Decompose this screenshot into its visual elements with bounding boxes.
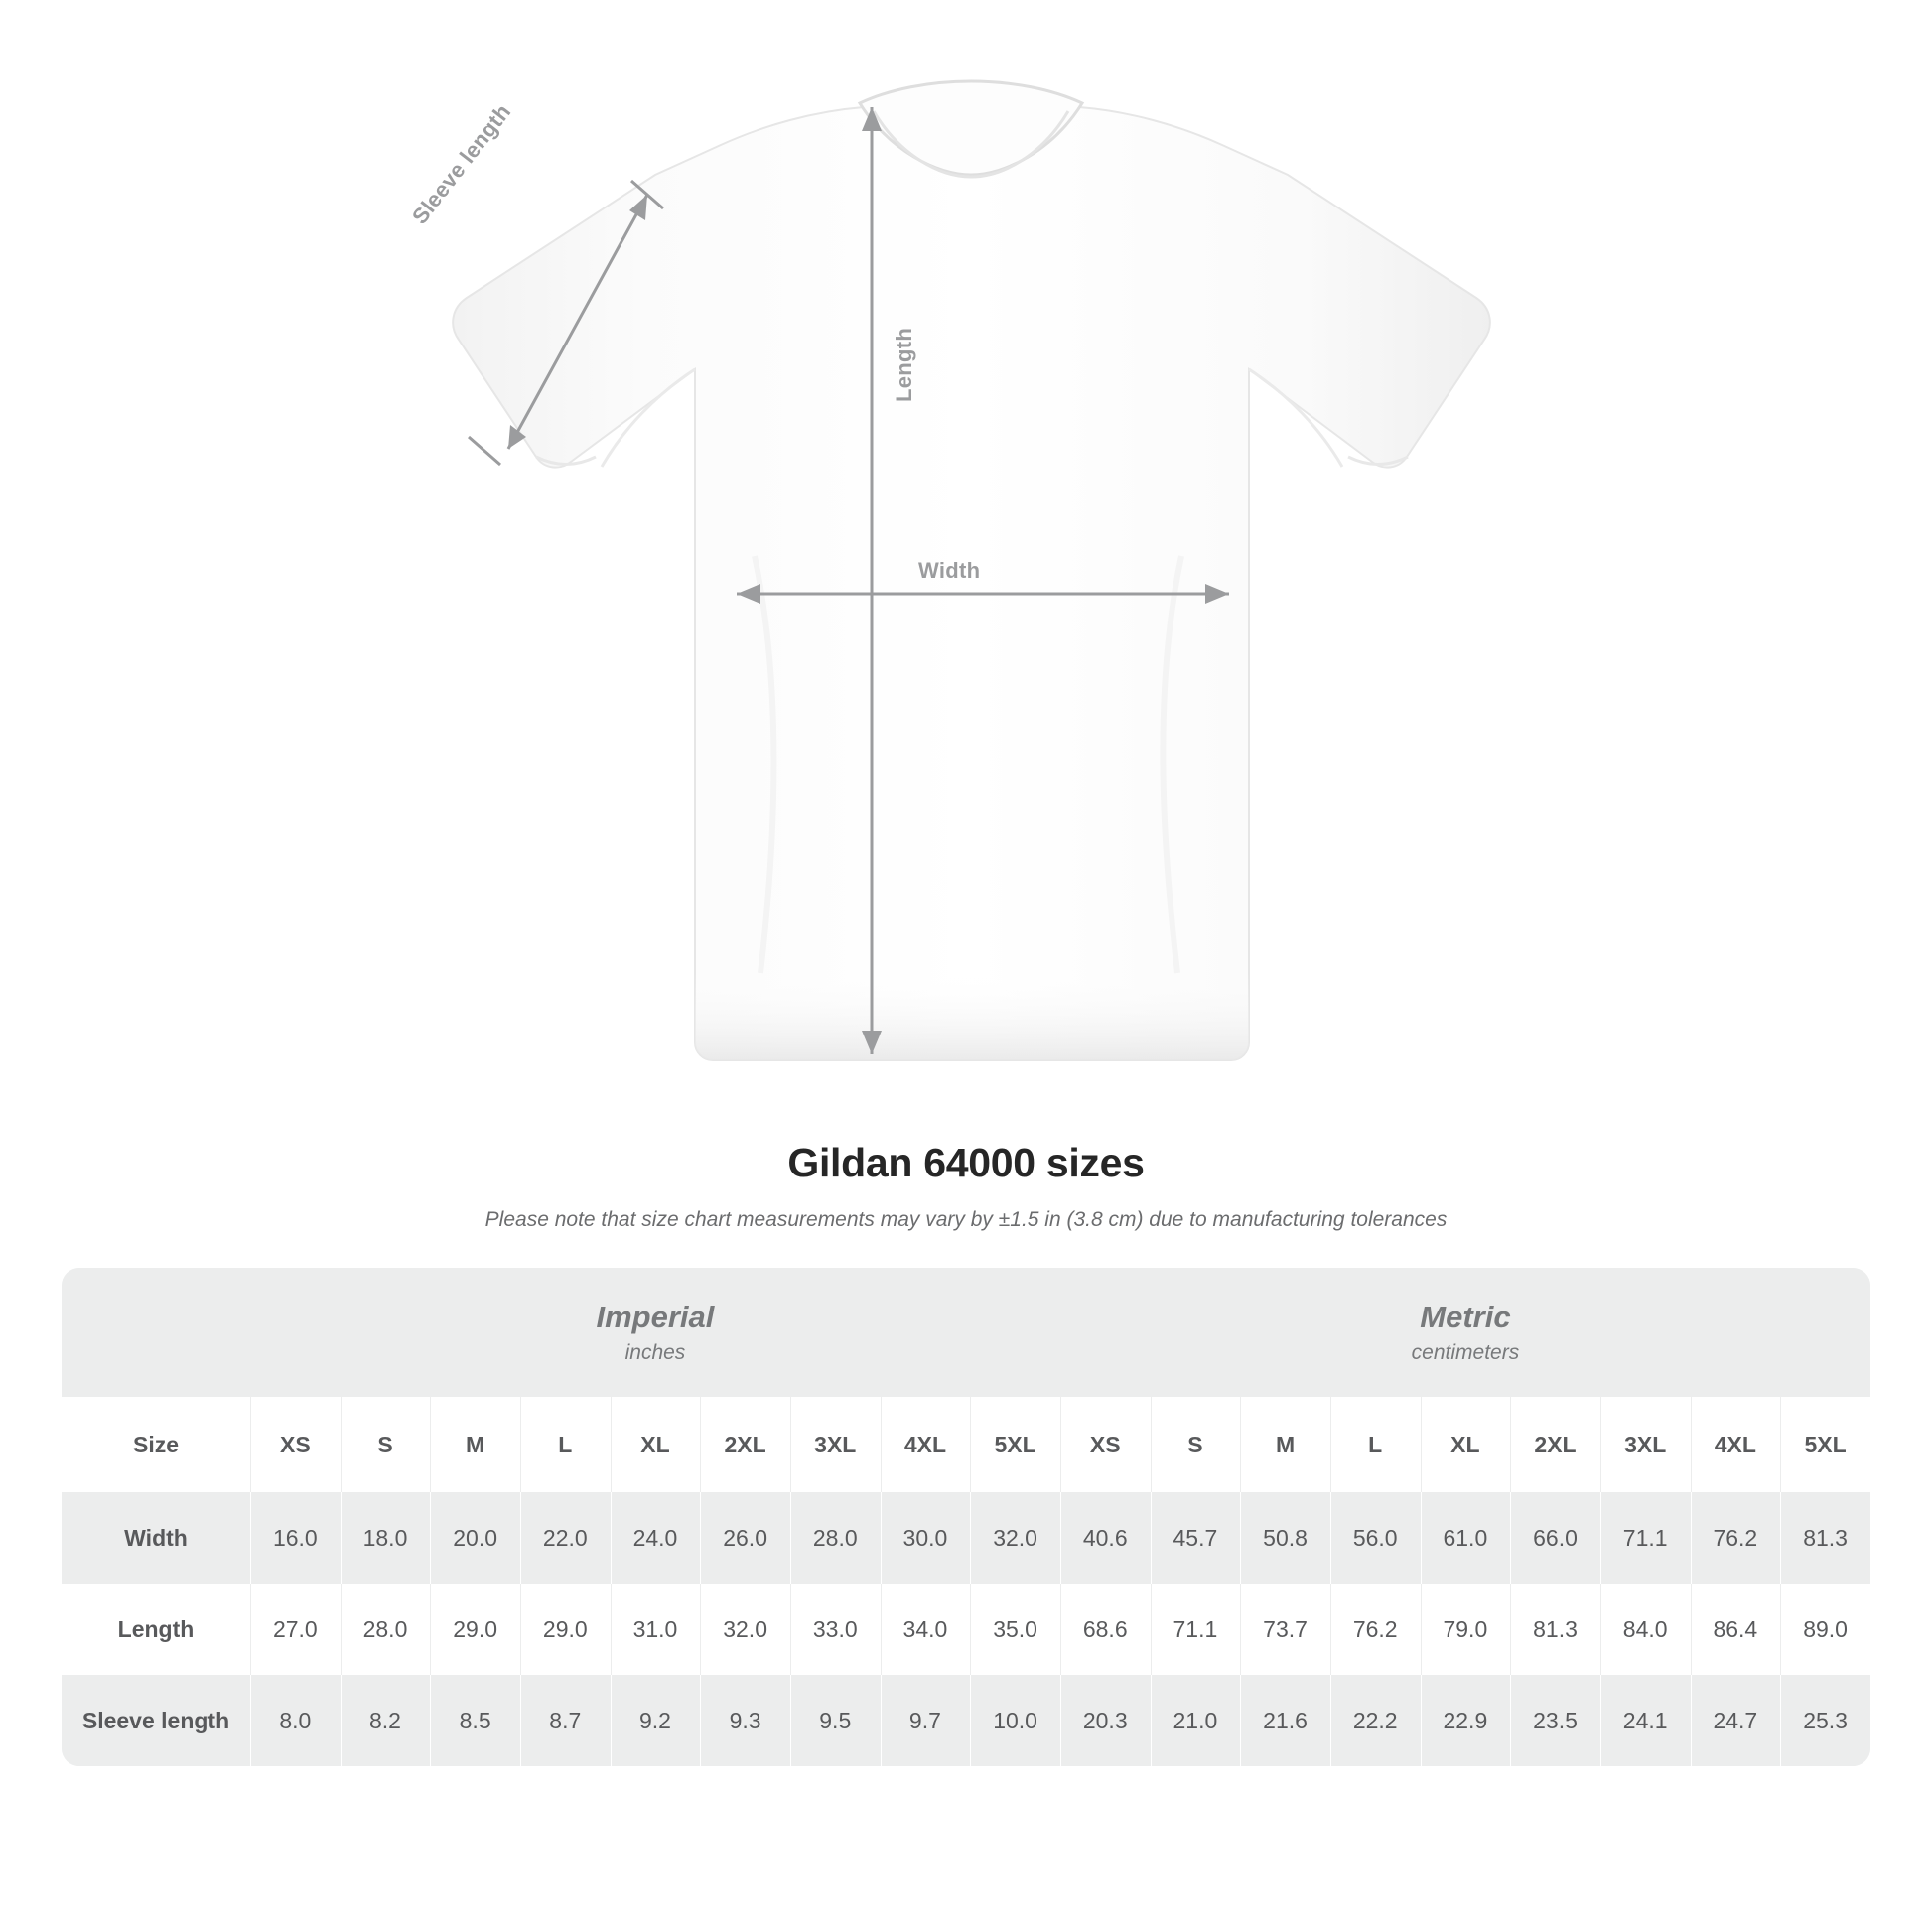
size-header-imperial-m: M xyxy=(430,1397,520,1492)
size-header-imperial-xs: XS xyxy=(250,1397,341,1492)
cell-width-metric-4xl: 76.2 xyxy=(1691,1492,1781,1584)
page-title: Gildan 64000 sizes xyxy=(787,1140,1145,1185)
unit-header-imperial xyxy=(250,1268,1060,1397)
sleeve-tick-bottom xyxy=(469,437,500,465)
cell-sleeve-imperial-2xl: 9.3 xyxy=(700,1675,790,1766)
cell-length-imperial-4xl: 34.0 xyxy=(881,1584,971,1675)
cell-length-metric-m: 73.7 xyxy=(1240,1584,1330,1675)
cell-width-imperial-4xl: 30.0 xyxy=(881,1492,971,1584)
cell-length-imperial-l: 29.0 xyxy=(520,1584,611,1675)
size-header-imperial-5xl: 5XL xyxy=(970,1397,1060,1492)
cell-length-metric-3xl: 84.0 xyxy=(1600,1584,1691,1675)
size-header-imperial-4xl: 4XL xyxy=(881,1397,971,1492)
cell-sleeve-metric-3xl: 24.1 xyxy=(1600,1675,1691,1766)
unit-header-row xyxy=(62,1268,1870,1397)
cell-width-imperial-xs: 16.0 xyxy=(250,1492,341,1584)
size-header-metric-xl: XL xyxy=(1421,1397,1511,1492)
size-header-label: Size xyxy=(62,1397,250,1492)
cell-width-metric-m: 50.8 xyxy=(1240,1492,1330,1584)
length-label: Length xyxy=(892,327,916,402)
title-block xyxy=(0,1140,1932,1232)
shirt-body xyxy=(453,107,1490,1060)
cell-sleeve-imperial-3xl: 9.5 xyxy=(790,1675,881,1766)
row-label-width: Width xyxy=(62,1492,250,1584)
cell-sleeve-metric-xs: 20.3 xyxy=(1060,1675,1151,1766)
size-table-container xyxy=(62,1268,1870,1766)
size-header-imperial-xl: XL xyxy=(611,1397,701,1492)
cell-length-imperial-m: 29.0 xyxy=(430,1584,520,1675)
cell-length-metric-xs: 68.6 xyxy=(1060,1584,1151,1675)
table-row-sleeve-length xyxy=(62,1675,1870,1766)
cell-sleeve-imperial-5xl: 10.0 xyxy=(970,1675,1060,1766)
cell-width-imperial-l: 22.0 xyxy=(520,1492,611,1584)
unit-sub-metric: centimeters xyxy=(1411,1340,1520,1364)
cell-width-imperial-5xl: 32.0 xyxy=(970,1492,1060,1584)
cell-width-imperial-2xl: 26.0 xyxy=(700,1492,790,1584)
cell-sleeve-imperial-m: 8.5 xyxy=(430,1675,520,1766)
size-header-metric-xs: XS xyxy=(1060,1397,1151,1492)
cell-width-metric-2xl: 66.0 xyxy=(1510,1492,1600,1584)
cell-length-metric-xl: 79.0 xyxy=(1421,1584,1511,1675)
cell-width-metric-xl: 61.0 xyxy=(1421,1492,1511,1584)
cell-sleeve-imperial-xs: 8.0 xyxy=(250,1675,341,1766)
size-header-metric-5xl: 5XL xyxy=(1780,1397,1870,1492)
size-header-imperial-s: S xyxy=(341,1397,431,1492)
unit-header-spacer xyxy=(62,1268,250,1397)
cell-sleeve-metric-m: 21.6 xyxy=(1240,1675,1330,1766)
cell-sleeve-metric-4xl: 24.7 xyxy=(1691,1675,1781,1766)
cell-length-metric-l: 76.2 xyxy=(1330,1584,1421,1675)
cell-width-imperial-m: 20.0 xyxy=(430,1492,520,1584)
table-row-length xyxy=(62,1584,1870,1675)
cell-sleeve-metric-5xl: 25.3 xyxy=(1780,1675,1870,1766)
cell-length-metric-s: 71.1 xyxy=(1151,1584,1241,1675)
cell-sleeve-imperial-l: 8.7 xyxy=(520,1675,611,1766)
unit-header-metric xyxy=(1060,1268,1870,1397)
cell-sleeve-imperial-xl: 9.2 xyxy=(611,1675,701,1766)
cell-sleeve-metric-l: 22.2 xyxy=(1330,1675,1421,1766)
cell-sleeve-imperial-4xl: 9.7 xyxy=(881,1675,971,1766)
cell-length-imperial-3xl: 33.0 xyxy=(790,1584,881,1675)
size-header-metric-3xl: 3XL xyxy=(1600,1397,1691,1492)
cell-width-metric-s: 45.7 xyxy=(1151,1492,1241,1584)
width-label: Width xyxy=(918,558,981,583)
shirt-hem-shading xyxy=(695,973,1249,1060)
cell-width-metric-xs: 40.6 xyxy=(1060,1492,1151,1584)
cell-length-imperial-5xl: 35.0 xyxy=(970,1584,1060,1675)
size-header-imperial-3xl: 3XL xyxy=(790,1397,881,1492)
cell-length-imperial-2xl: 32.0 xyxy=(700,1584,790,1675)
cell-length-imperial-xs: 27.0 xyxy=(250,1584,341,1675)
row-label-length: Length xyxy=(62,1584,250,1675)
cell-length-metric-5xl: 89.0 xyxy=(1780,1584,1870,1675)
size-header-imperial-2xl: 2XL xyxy=(700,1397,790,1492)
size-header-imperial-l: L xyxy=(520,1397,611,1492)
cell-width-metric-3xl: 71.1 xyxy=(1600,1492,1691,1584)
unit-name-metric: Metric xyxy=(1420,1300,1511,1335)
row-label-sleeve-length: Sleeve length xyxy=(62,1675,250,1766)
size-header-metric-m: M xyxy=(1240,1397,1330,1492)
cell-length-imperial-s: 28.0 xyxy=(341,1584,431,1675)
table-row-width xyxy=(62,1492,1870,1584)
size-header-metric-s: S xyxy=(1151,1397,1241,1492)
sleeve-length-label: Sleeve length xyxy=(407,99,516,229)
cell-width-metric-l: 56.0 xyxy=(1330,1492,1421,1584)
unit-name-imperial: Imperial xyxy=(596,1300,715,1335)
cell-sleeve-metric-2xl: 23.5 xyxy=(1510,1675,1600,1766)
cell-sleeve-metric-xl: 22.9 xyxy=(1421,1675,1511,1766)
cell-sleeve-imperial-s: 8.2 xyxy=(341,1675,431,1766)
tolerance-note: Please note that size chart measurements may vary by ±1.5 in (3.8 cm) due to manufacturing tolerances xyxy=(484,1208,1448,1231)
cell-width-imperial-3xl: 28.0 xyxy=(790,1492,881,1584)
size-header-metric-2xl: 2XL xyxy=(1510,1397,1600,1492)
cell-sleeve-metric-s: 21.0 xyxy=(1151,1675,1241,1766)
size-table xyxy=(62,1268,1870,1766)
cell-width-metric-5xl: 81.3 xyxy=(1780,1492,1870,1584)
cell-length-metric-2xl: 81.3 xyxy=(1510,1584,1600,1675)
cell-length-imperial-xl: 31.0 xyxy=(611,1584,701,1675)
cell-length-metric-4xl: 86.4 xyxy=(1691,1584,1781,1675)
unit-sub-imperial: inches xyxy=(624,1340,686,1364)
cell-width-imperial-s: 18.0 xyxy=(341,1492,431,1584)
size-header-metric-l: L xyxy=(1330,1397,1421,1492)
size-header-row xyxy=(62,1397,1870,1492)
cell-width-imperial-xl: 24.0 xyxy=(611,1492,701,1584)
size-header-metric-4xl: 4XL xyxy=(1691,1397,1781,1492)
